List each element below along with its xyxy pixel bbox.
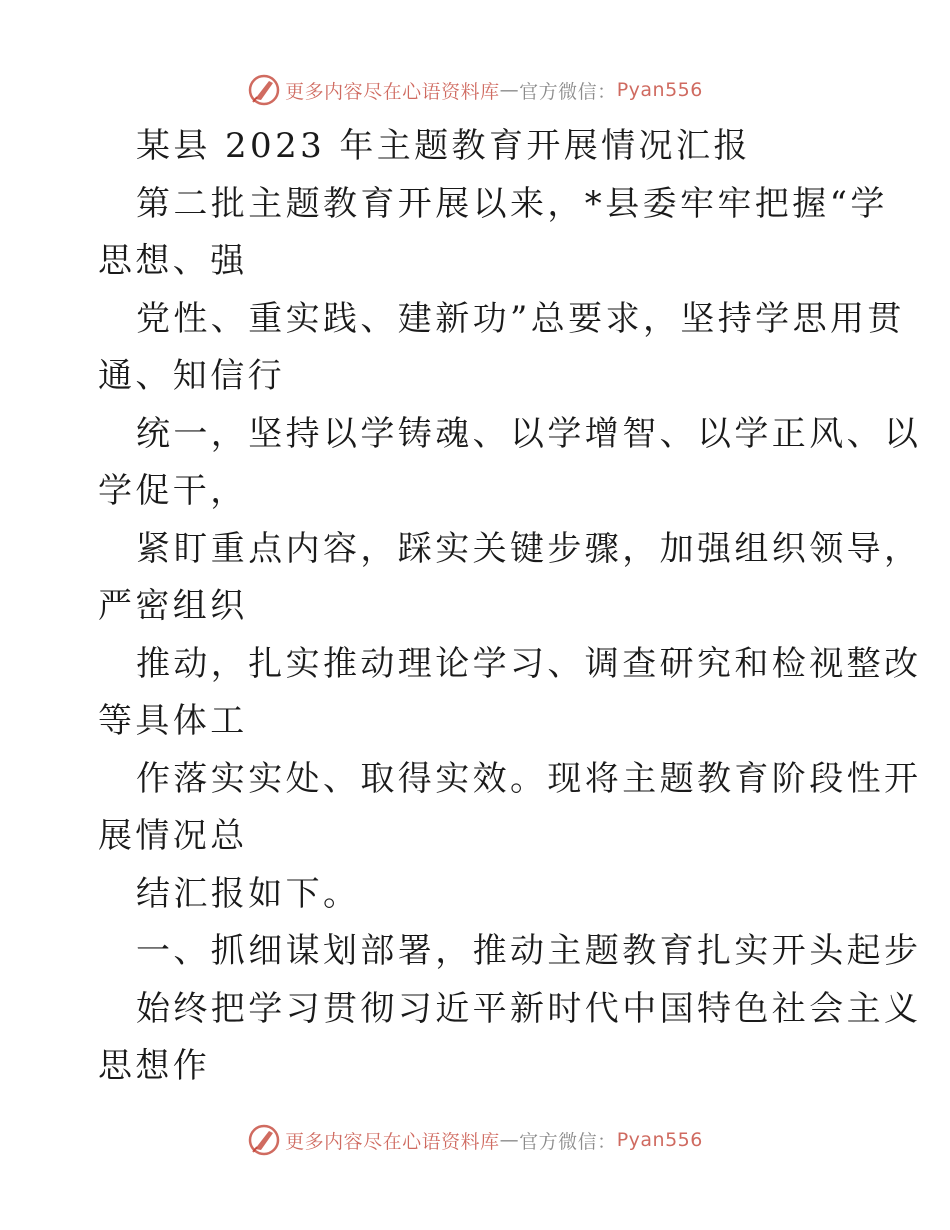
text-line: 统一，坚持以学铸魂、以学增智、以学正风、以 [136, 413, 922, 454]
quill-pen-logo-icon [247, 1123, 281, 1157]
text-line: 思想作 [98, 1046, 211, 1086]
watermark-wechat-label: 官方微信： [519, 80, 617, 103]
text-line: 展情况总 [98, 816, 248, 856]
document-body [98, 118, 922, 1096]
watermark-wechat-label: 官方微信： [519, 1130, 617, 1153]
text-line: 作落实实处、取得实效。现将主题教育阶段性开 [136, 758, 922, 799]
section-heading: 一、抓细谋划部署，推动主题教育扎实开头起步 [136, 931, 922, 971]
text-line: 紧盯重点内容，踩实关键步骤，加强组织领导， [136, 528, 922, 569]
footer-watermark [0, 1120, 950, 1160]
text-line: 结汇报如下。 [136, 873, 361, 914]
quill-pen-logo-icon [247, 73, 281, 107]
text-line: 思想、强 [98, 241, 248, 281]
header-watermark [0, 70, 950, 110]
watermark-separator: — [499, 79, 520, 101]
watermark-separator: — [499, 1129, 520, 1151]
watermark-brand: 更多内容尽在心语资料库 [285, 1130, 500, 1153]
text-line: 第二批主题教育开展以来，*县委牢牢把握“学 [136, 183, 888, 224]
watermark-wechat-id: Pyan556 [616, 1129, 703, 1151]
text-line: 通、知信行 [98, 356, 285, 396]
text-line: 学促干， [98, 471, 248, 511]
text-line: 推动，扎实推动理论学习、调查研究和检视整改 [136, 643, 922, 684]
text-line: 始终把学习贯彻习近平新时代中国特色社会主义 [136, 988, 922, 1029]
text-line: 等具体工 [98, 701, 248, 741]
document-title: 某县 2023 年主题教育开展情况汇报 [136, 126, 751, 166]
text-line: 严密组织 [98, 586, 248, 626]
watermark-brand: 更多内容尽在心语资料库 [285, 80, 500, 103]
text-line: 党性、重实践、建新功”总要求，坚持学思用贯 [136, 298, 905, 339]
watermark-wechat-id: Pyan556 [616, 79, 703, 101]
